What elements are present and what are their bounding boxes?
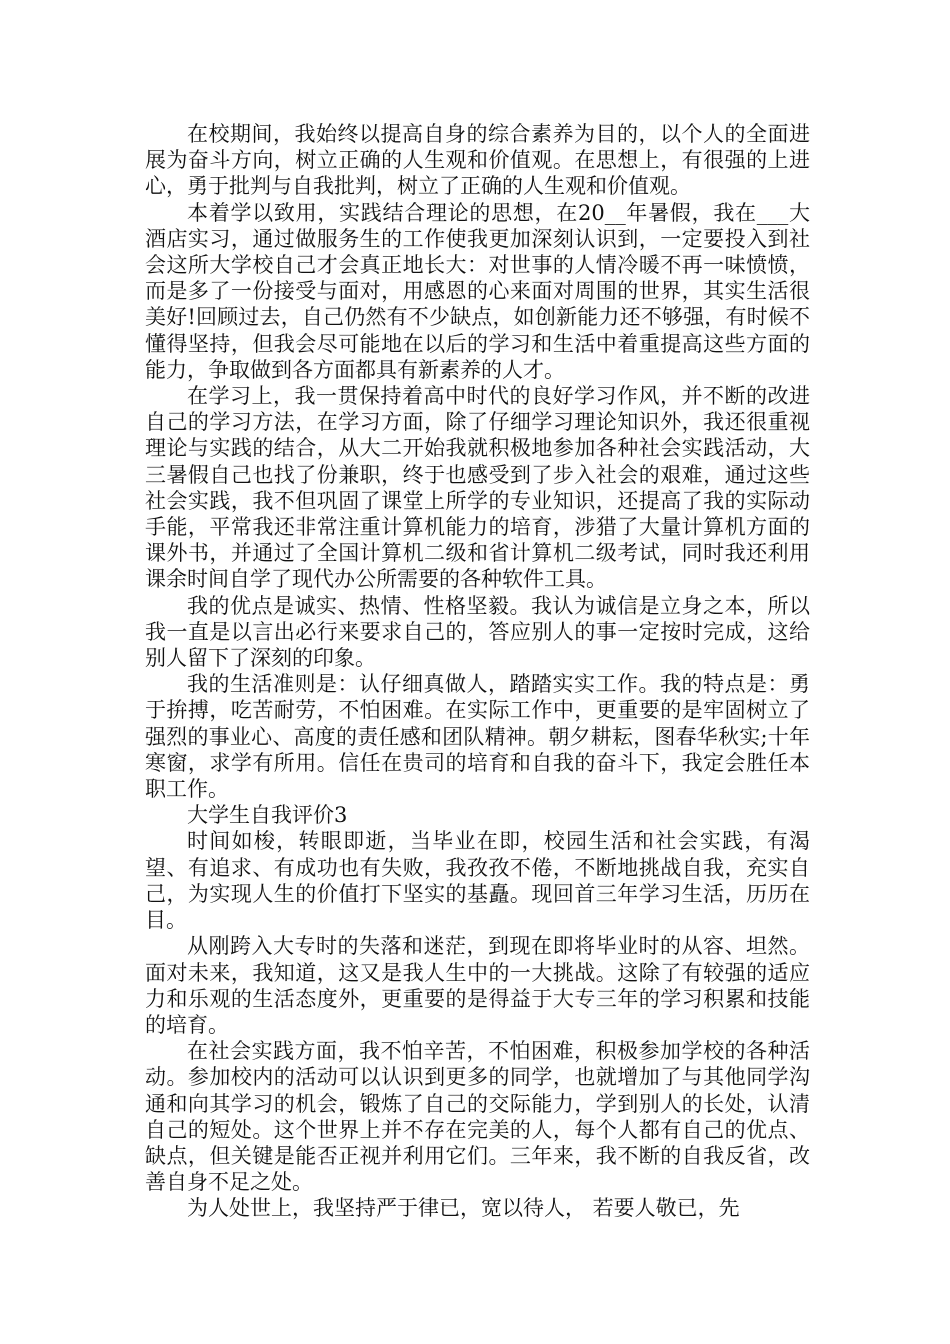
paragraph-9: 为人处世上，我坚持严于律已，宽以待人， 若要人敬已，先 bbox=[187, 1196, 740, 1221]
document-body bbox=[145, 121, 810, 1222]
paragraph-8: 在社会实践方面，我不怕辛苦，不怕困难，积极参加学校的各种活动。参加校内的活动可以认识到更多的同学，也就增加了与其他同学沟通和向其学习的机会，锻炼了自己的交际能力，学到别人的长处，认清自己的短处。这个世界上并不存在完美的人，每个人都有自己的优点、缺点，但关键是能否正视并利用它们。三年来，我不断的自我反省，改善自身不足之处。 bbox=[145, 1039, 810, 1195]
section-heading: 大学生自我评价3 bbox=[187, 803, 348, 828]
paragraph-6: 时间如梭，转眼即逝，当毕业在即，校园生活和社会实践，有渴望、有追求、有成功也有失败，我孜孜不倦，不断地挑战自我，充实自己，为实现人生的价值打下坚实的基矗。现回首三年学习生活，历历在目。 bbox=[145, 829, 810, 933]
paragraph-5: 我的生活准则是：认仔细真做人，踏踏实实工作。我的特点是：勇于拚搏，吃苦耐劳，不怕困难。在实际工作中，更重要的是牢固树立了强烈的事业心、高度的责任感和团队精神。朝夕耕耘，图春华秋实;十年寒窗，求学有所用。信任在贵司的培育和自我的奋斗下，我定会胜任本职工作。 bbox=[145, 672, 810, 802]
paragraph-4: 我的优点是诚实、热情、性格坚毅。我认为诚信是立身之本，所以我一直是以言出必行来要求自己的，答应别人的事一定按时完成，这给别人留下了深刻的印象。 bbox=[145, 593, 810, 671]
paragraph-7: 从刚跨入大专时的失落和迷茫，到现在即将毕业时的从容、坦然。面对未来，我知道，这又是我人生中的一大挑战。这除了有较强的适应力和乐观的生活态度外，更重要的是得益于大专三年的学习积累和技能的培育。 bbox=[145, 934, 810, 1037]
paragraph-2: 本着学以致用，实践结合理论的思想，在20__年暑假，我在___大酒店实习，通过做服务生的工作使我更加深刻认识到，一定要投入到社会这所大学校自己才会真正地长大：对世事的人情冷暖不再一味愤愤，而是多了一份接受与面对，用感恩的心来面对周围的世界，其实生活很美好!回顾过去，自己仍然有不少缺点，如创新能力还不够强，有时候不懂得坚持，但我会尽可能地在以后的学习和生活中着重提高这些方面的能力，争取做到各方面都具有新素养的人才。 bbox=[145, 200, 810, 382]
paragraph-1: 在校期间，我始终以提高自身的综合素养为目的，以个人的全面进展为奋斗方向，树立正确的人生观和价值观。在思想上，有很强的上进心，勇于批判与自我批判，树立了正确的人生观和价值观。 bbox=[145, 122, 810, 199]
paragraph-3: 在学习上，我一贯保持着高中时代的良好学习作风，并不断的改进自己的学习方法，在学习方面，除了仔细学习理论知识外，我还很重视理论与实践的结合，从大二开始我就积极地参加各种社会实践活动，大三暑假自己也找了份兼职，终于也感受到了步入社会的艰难，通过这些社会实践，我不但巩固了课堂上所学的专业知识，还提高了我的实际动手能，平常我还非常注重计算机能力的培育，涉猎了大量计算机方面的课外书，并通过了全国计算机二级和省计算机二级考试，同时我还利用课余时间自学了现代办公所需要的各种软件工具。 bbox=[145, 384, 810, 592]
